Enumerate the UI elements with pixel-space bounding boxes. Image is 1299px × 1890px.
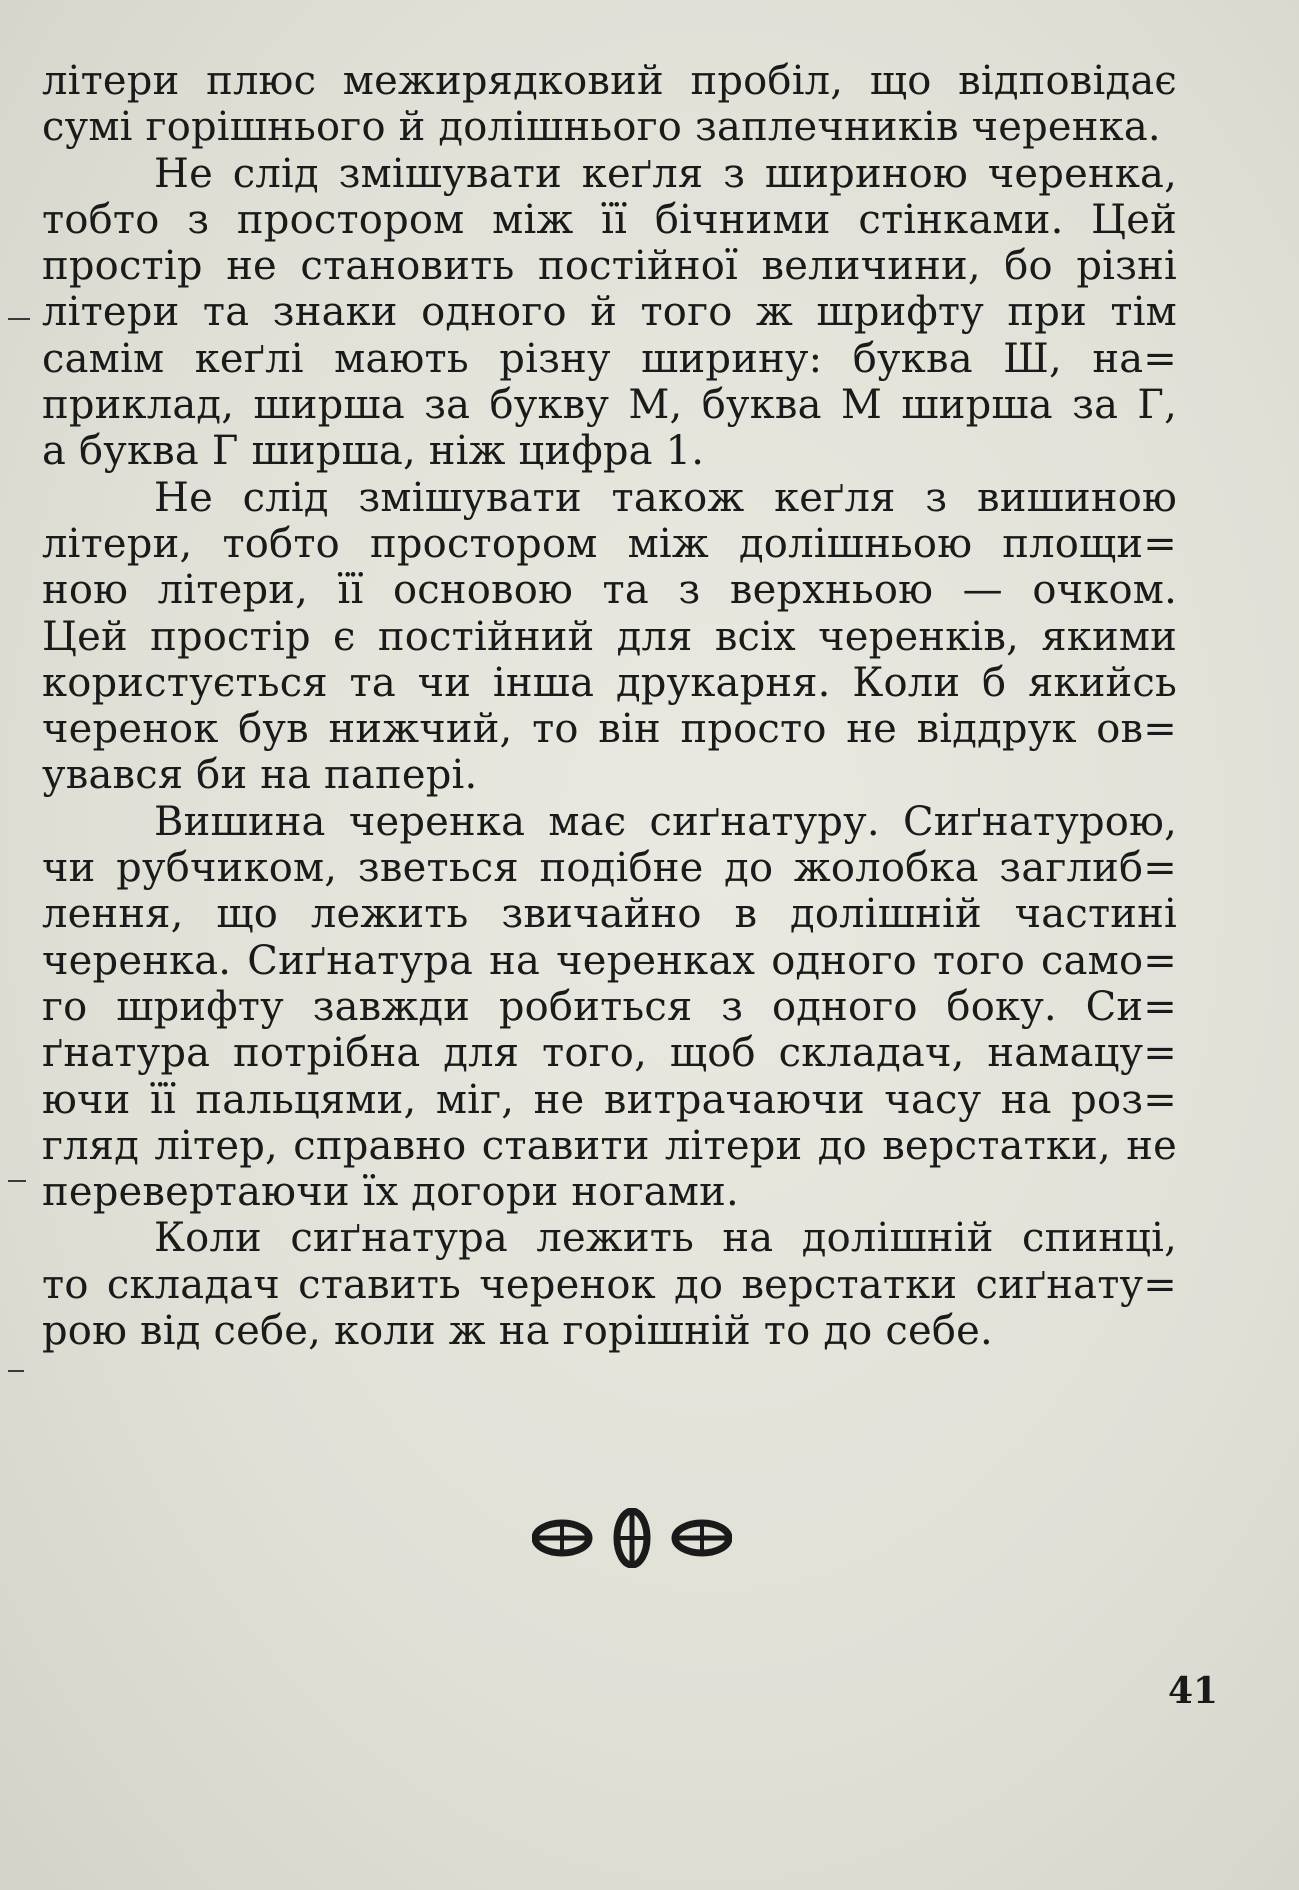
- text-line: ною літери, її основою та з верхньою — очком.: [42, 567, 1177, 614]
- ornament-icon: [532, 1508, 732, 1568]
- text-line: тобто з простором між її бічними стінками. Цей: [42, 196, 1177, 243]
- text-line: простір не становить постійної величини, бо різні: [42, 243, 1177, 290]
- body-text: [42, 58, 1177, 1354]
- text-line: а буква Г ширша, ніж цифра 1.: [42, 428, 705, 475]
- text-line: Коли сиґнатура лежить на долішній спинці,: [154, 1215, 1177, 1262]
- text-line: користується та чи інша друкарня. Коли б якийсь: [42, 659, 1177, 706]
- text-line: черенок був нижчий, то він просто не віддрук ов=: [42, 706, 1177, 753]
- text-line: літери, тобто простором між долішньою площи=: [42, 520, 1177, 567]
- text-line: то складач ставить черенок до верстатки сиґнату=: [42, 1261, 1177, 1308]
- text-line: сумі горішнього й долішнього заплечників черенка.: [42, 104, 1161, 151]
- text-line: чи рубчиком, зветься подібне до жолобка заглиб=: [42, 845, 1177, 892]
- text-line: черенка. Сиґнатура на черенках одного того само=: [42, 937, 1177, 984]
- margin-mark: [8, 1370, 24, 1372]
- text-line: Цей простір є постійний для всіх черенків, якими: [42, 613, 1177, 660]
- text-line: літери та знаки одного й того ж шрифту при тім: [42, 289, 1177, 336]
- text-line: лення, що лежить звичайно в долішній частині: [42, 891, 1177, 938]
- text-line: перевертаючи їх догори ногами.: [42, 1169, 739, 1216]
- text-line: приклад, ширша за букву М, буква М ширша за Г,: [42, 382, 1177, 429]
- text-line: Не слід змішувати кеґля з шириною черенка,: [154, 150, 1177, 197]
- text-line: ґнатура потрібна для того, щоб складач, намацу=: [42, 1030, 1177, 1077]
- margin-mark: [8, 318, 30, 320]
- text-line: Вишина черенка має сиґнатуру. Сиґнатурою,: [154, 798, 1177, 845]
- text-line: увався би на папері.: [42, 752, 478, 799]
- margin-mark: [8, 1180, 26, 1182]
- text-line: рою від себе, коли ж на горішній то до себе.: [42, 1308, 993, 1355]
- text-line: го шрифту завжди робиться з одного боку. Си=: [42, 983, 1177, 1030]
- text-line: самім кеґлі мають різну ширину: буква Ш, на=: [42, 335, 1177, 382]
- text-line: Не слід змішувати також кеґля з вишиною: [154, 474, 1177, 521]
- page-number: 41: [1168, 1670, 1219, 1712]
- text-line: ючи її пальцями, міг, не витрачаючи часу на роз=: [42, 1076, 1177, 1123]
- text-line: гляд літер, справно ставити літери до верстатки, не: [42, 1122, 1177, 1169]
- text-line: літери плюс межирядковий пробіл, що відповідає: [42, 58, 1177, 104]
